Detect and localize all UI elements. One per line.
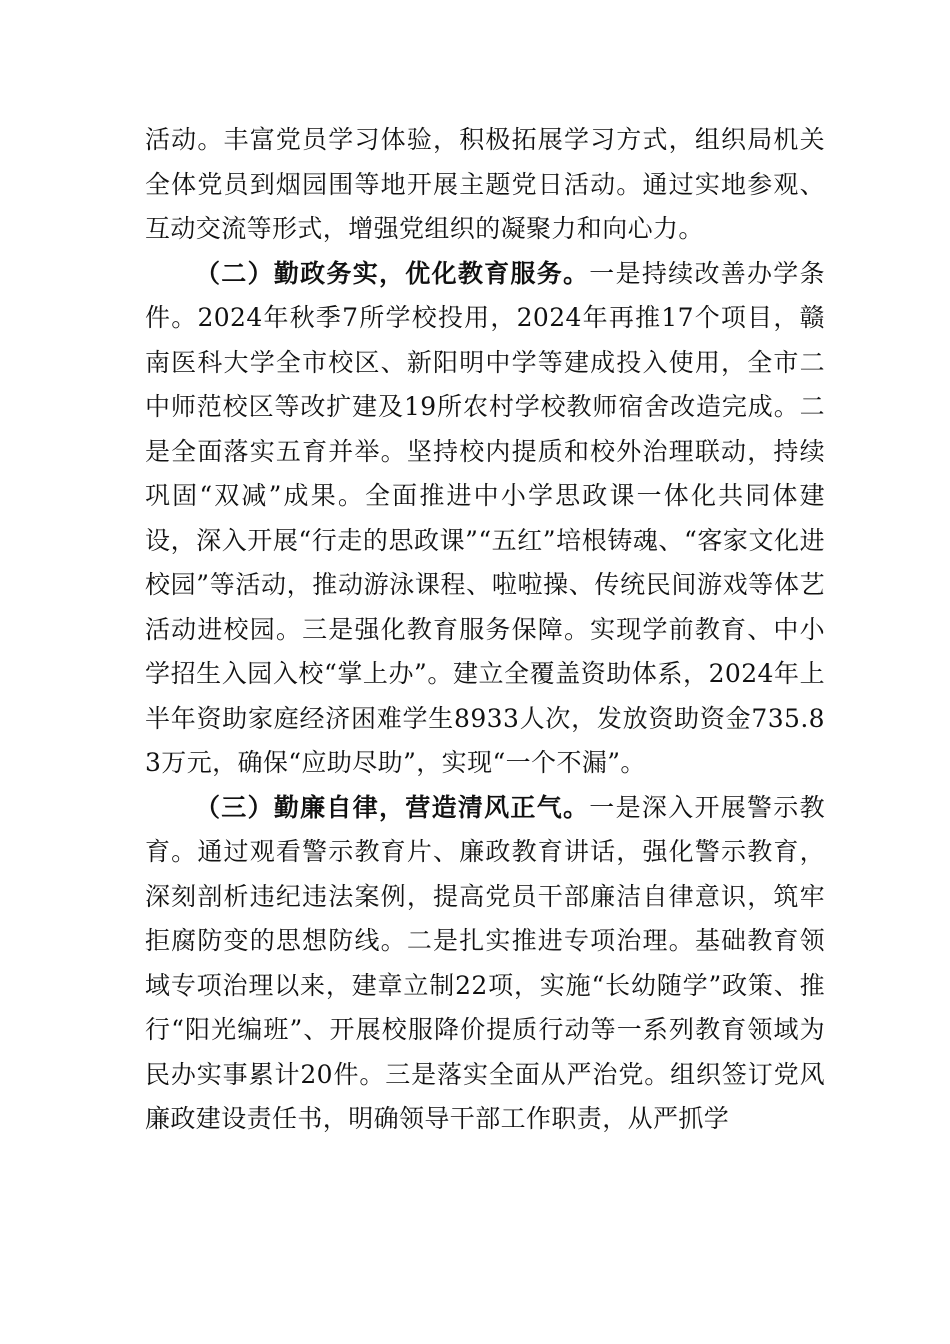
paragraph-activities-text: 活动。丰富党员学习体验，积极拓展学习方式，组织局机关全体党员到烟园围等地开展主题党日活动。通过实地参观、互动交流等形式，增强党组织的凝聚力和向心力。 (145, 125, 825, 243)
section-heading-education-service: （二）勤政务实，优化教育服务。 (195, 258, 590, 288)
document-body (145, 118, 825, 1142)
paragraph-integrity (145, 786, 825, 1142)
section-heading-integrity: （三）勤廉自律，营造清风正气。 (195, 792, 590, 822)
paragraph-activities (145, 118, 825, 252)
paragraph-integrity-text: 一是深入开展警示教育。通过观看警示教育片、廉政教育讲话，强化警示教育，深刻剖析违纪违法案例，提高党员干部廉洁自律意识，筑牢拒腐防变的思想防线。二是扎实推进专项治理。基础教育领域专项治理以来，建章立制22项，实施“长幼随学”政策、推行“阳光编班”、开展校服降价提质行动等一系列教育领域为民办实事累计20件。三是落实全面从严治党。组织签订党风廉政建设责任书，明确领导干部工作职责，从严抓学 (145, 792, 825, 1133)
paragraph-education-service-text: 一是持续改善办学条件。2024年秋季7所学校投用，2024年再推17个项目，赣南医科大学全市校区、新阳明中学等建成投入使用，全市二中师范校区等改扩建及19所农村学校教师宿舍改造完成。二是全面落实五育并举。坚持校内提质和校外治理联动，持续巩固“双减”成果。全面推进中小学思政课一体化共同体建设，深入开展“行走的思政课”“五红”培根铸魂、“客家文化进校园”等活动，推动游泳课程、啦啦操、传统民间游戏等体艺活动进校园。三是强化教育服务保障。实现学前教育、中小学招生入园入校“掌上办”。建立全覆盖资助体系，2024年上半年资助家庭经济困难学生8933人次，发放资助资金735.83万元，确保“应助尽助”，实现“一个不漏”。 (145, 258, 825, 777)
paragraph-education-service (145, 252, 825, 786)
